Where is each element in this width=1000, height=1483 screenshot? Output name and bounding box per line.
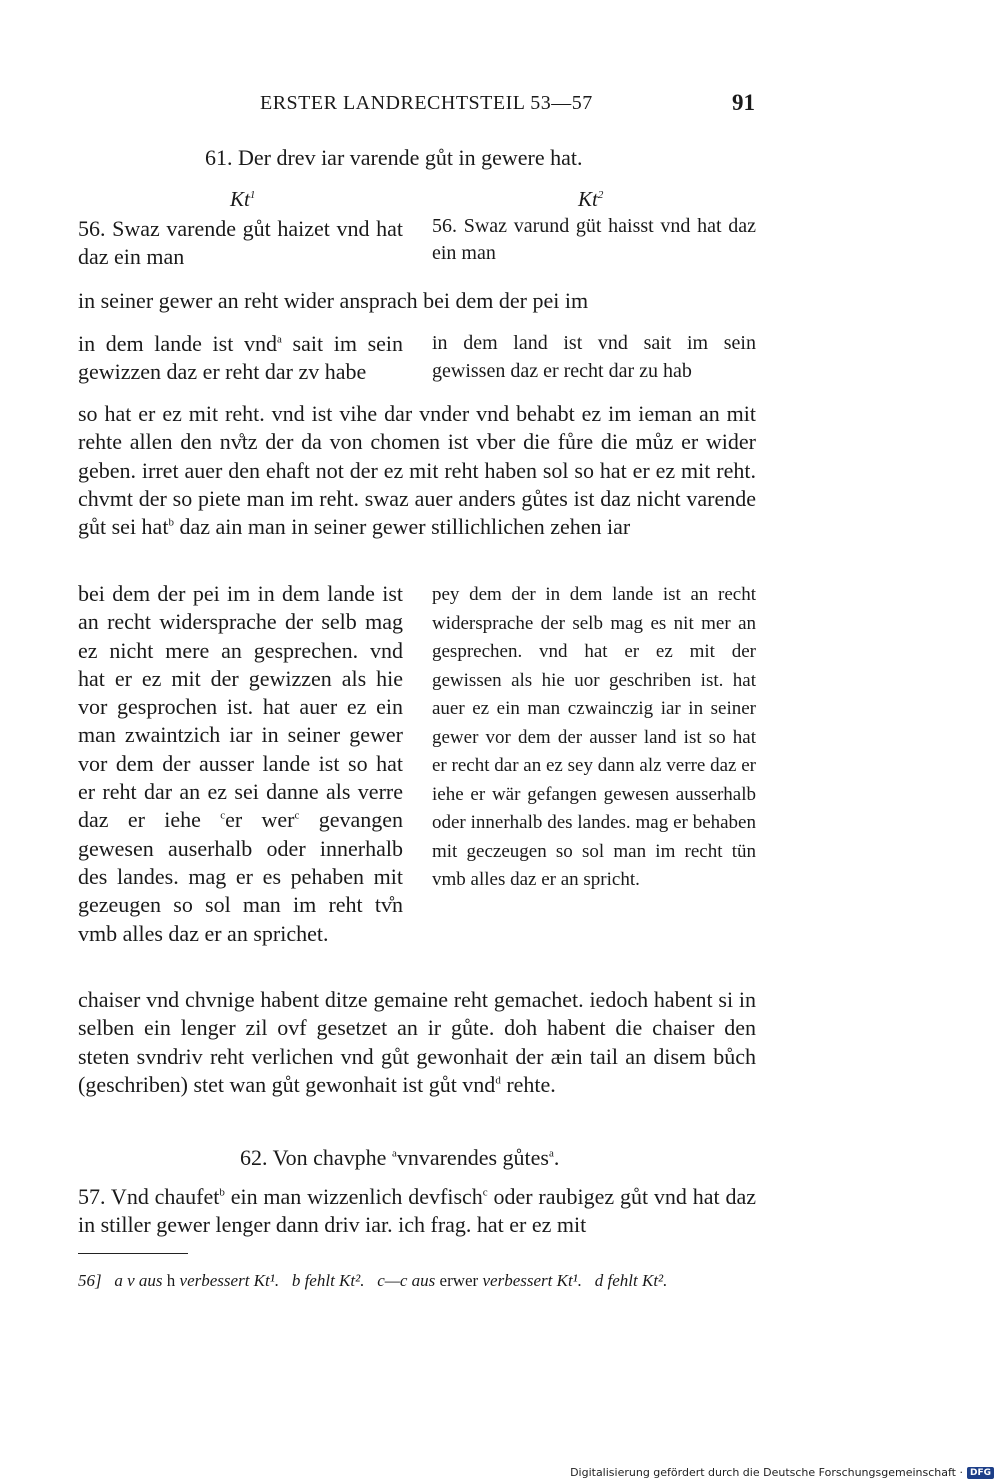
running-title: ERSTER LANDRECHTSTEIL 53—57 [260, 92, 593, 114]
section-62-text: 57. Vnd chaufet$^b$ ein man wizzenlich devfisch$^c$ oder raubigez gůt vnd hat daz in stiller gewer lenger dann driv iar. ich frag. hat er ez mit [78, 1184, 756, 1238]
siglum-kt2: Kt$^2$ [578, 187, 604, 211]
left-column-c: bei dem der pei im in dem lande ist an recht widersprache der selb mag ez nicht mere an gesprechen. vnd hat er ez mit der gewizzen als hie vor gesprochen ist. hat auer ez ein man zwaintzich iar in seiner gewer vor dem der ausser lande ist so hat er reht dar an ez sei danne als verre daz er iehe $^c$er wer$^c$ gevangen gewesen auserhalb oder innerhalb des landes. mag er es pehaben mit gezeugen so sol man im reht tv̊n vmb alles daz er an sprichet. [78, 581, 404, 946]
footnote-apparatus: 56] a v aus h verbessert Kt¹. b fehlt Kt². c—c aus erwer verbessert Kt¹. d fehlt Kt². [78, 1271, 668, 1290]
page-number: 91 [732, 90, 755, 115]
right-column-a: 56. Swaz varund güt haisst vnd hat daz ein man [432, 215, 756, 264]
right-column-b: in dem land ist vnd sait im sein gewissen daz er recht dar zu hab [432, 332, 756, 382]
footnote-rule [78, 1253, 188, 1254]
section-61-title: 61. Der drev iar varende gůt in gewere hat. [205, 145, 583, 170]
dfg-logo: DFG [967, 1467, 994, 1479]
right-column-c: pey dem der in dem lande ist an recht widersprache der selb mag es nit mer an gesprechen. vnd hat er ez mit der gewissen als hie uor geschriben ist. hat auer ez ein man czwainczig iar in seiner gewer vor dem der ausser land ist so hat er recht dar an ez sey dann alz verre daz er iehe er wär gefangen gewesen ausserhalb oder innerhalb des landes. mag er behaben mit geczeugen so sol man im recht tün vmb alles daz er an spricht. [432, 584, 756, 890]
credit-text: Digitalisierung gefördert durch die Deutsche Forschungsgemeinschaft · [570, 1466, 963, 1479]
section-62-title: 62. Von chavphe $^a$vnvarendes gůtes$^a$. [240, 1145, 560, 1170]
shared-text-b: so hat er ez mit reht. vnd ist vihe dar vnder vnd behabt ez im ieman an mit rehte allen den nv̊tz der da von chomen ist vber die fůre die můz er wider geben. irret auer den ehaft not der ez mit reht haben sol so hat er ez mit reht. chvmt der so piete man im reht. swaz auer anders gůtes ist daz nicht varende gůt sei hat$^b$ daz ain man in seiner gewer stillichlichen zehen iar [78, 401, 756, 540]
digitization-credit [570, 1466, 994, 1479]
shared-text-c: chaiser vnd chvnige habent ditze gemaine reht gemachet. iedoch habent si in selben ein lenger zil ovf gesetzet an ir gůte. doh habent die chaiser den steten svndriv reht verlichen vnd gůt gewonhait der æin tail an disem bůch (geschriben) stet wan gůt gewonhait ist gůt vnd$^d$ rehte. [78, 987, 756, 1097]
shared-text-a: in seiner gewer an reht wider ansprach bei dem der pei im [78, 288, 589, 313]
left-column-b: in dem lande ist vnd$^a$ sait im sein gewizzen daz er reht dar zv habe [78, 331, 404, 384]
siglum-kt1: Kt$^1$ [230, 187, 256, 211]
left-column-a: 56. Swaz varende gůt haizet vnd hat daz ein man [78, 216, 403, 269]
